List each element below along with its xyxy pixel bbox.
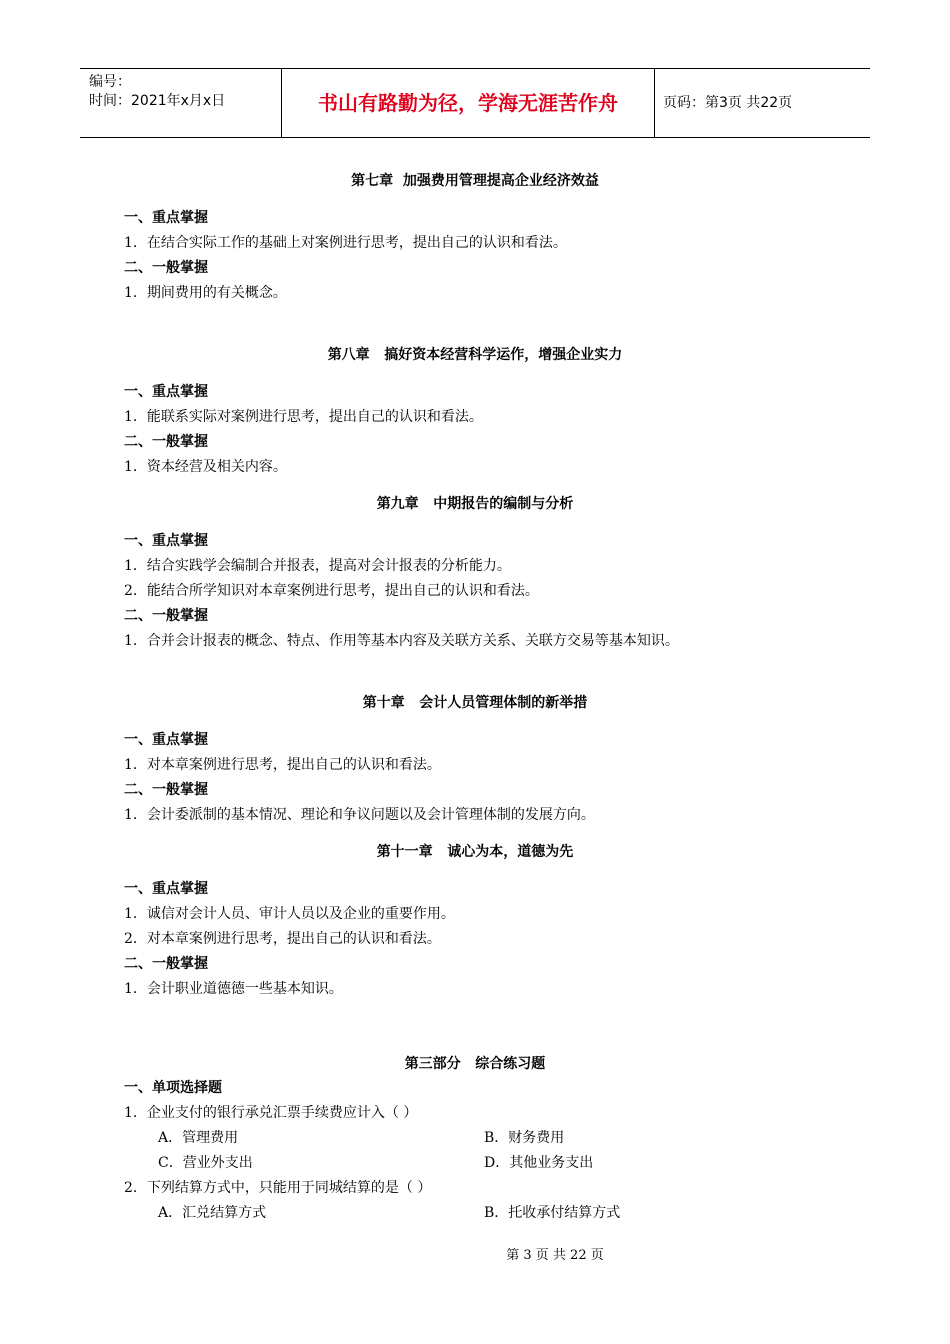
- list-item: 1．期间费用的有关概念。: [124, 285, 287, 301]
- list-item: 1．会计职业道德德一些基本知识。: [124, 981, 343, 997]
- header-motto: 书山有路勤为径，学海无涯苦作舟: [282, 69, 655, 137]
- header-number-label: 编号：: [89, 74, 131, 90]
- list-item: 1．在结合实际工作的基础上对案例进行思考，提出自己的认识和看法。: [124, 235, 567, 251]
- option-a: A．管理费用: [158, 1130, 239, 1146]
- chapter-title: 第十一章 诚心为本，道德为先: [376, 844, 574, 860]
- section-heading: 二、一般掌握: [124, 782, 208, 798]
- option-d: D．其他业务支出: [484, 1155, 594, 1171]
- chapter-title: 第八章 搞好资本经营科学运作，增强企业实力: [327, 347, 623, 363]
- section-heading: 一、重点掌握: [124, 210, 208, 226]
- option-a: A．汇兑结算方式: [158, 1205, 267, 1221]
- list-item: 1．合并会计报表的概念、特点、作用等基本内容及关联方关系、关联方交易等基本知识。: [124, 633, 679, 649]
- section-heading: 一、重点掌握: [124, 732, 208, 748]
- header-page-info: 页码：第3页 共22页: [663, 95, 793, 111]
- chapter-title: 第九章 中期报告的编制与分析: [376, 496, 574, 512]
- header-time-label: 时间：2021年x月x日: [89, 93, 226, 109]
- section-heading: 一、重点掌握: [124, 384, 208, 400]
- list-item: 1．会计委派制的基本情况、理论和争议问题以及会计管理体制的发展方向。: [124, 807, 595, 823]
- list-item: 1．能联系实际对案例进行思考，提出自己的认识和看法。: [124, 409, 483, 425]
- list-item: 1．对本章案例进行思考，提出自己的认识和看法。: [124, 757, 441, 773]
- list-item: 1．诚信对会计人员、审计人员以及企业的重要作用。: [124, 906, 455, 922]
- section-heading: 一、重点掌握: [124, 533, 208, 549]
- list-item: 2．对本章案例进行思考，提出自己的认识和看法。: [124, 931, 441, 947]
- list-item: 1．结合实践学会编制合并报表，提高对会计报表的分析能力。: [124, 558, 511, 574]
- section-heading: 一、重点掌握: [124, 881, 208, 897]
- page-header: [80, 68, 870, 138]
- part-title: 第三部分 综合练习题: [404, 1056, 546, 1072]
- question-text: 2．下列结算方式中，只能用于同城结算的是（ ）: [124, 1180, 432, 1196]
- list-item: 2．能结合所学知识对本章案例进行思考，提出自己的认识和看法。: [124, 583, 539, 599]
- question-text: 1．企业支付的银行承兑汇票手续费应计入（ ）: [124, 1105, 418, 1121]
- option-c: C．营业外支出: [158, 1155, 253, 1171]
- option-b: B．财务费用: [484, 1130, 565, 1146]
- header-meta: [80, 69, 282, 137]
- chapter-title: 第七章 加强费用管理提高企业经济效益: [351, 173, 599, 189]
- section-heading: 二、一般掌握: [124, 956, 208, 972]
- page-footer: 第 3 页 共 22 页: [506, 1248, 604, 1263]
- chapter-title: 第十章 会计人员管理体制的新举措: [362, 695, 588, 711]
- section-heading: 一、单项选择题: [124, 1080, 222, 1096]
- option-b: B．托收承付结算方式: [484, 1205, 621, 1221]
- section-heading: 二、一般掌握: [124, 608, 208, 624]
- list-item: 1．资本经营及相关内容。: [124, 459, 287, 475]
- section-heading: 二、一般掌握: [124, 260, 208, 276]
- section-heading: 二、一般掌握: [124, 434, 208, 450]
